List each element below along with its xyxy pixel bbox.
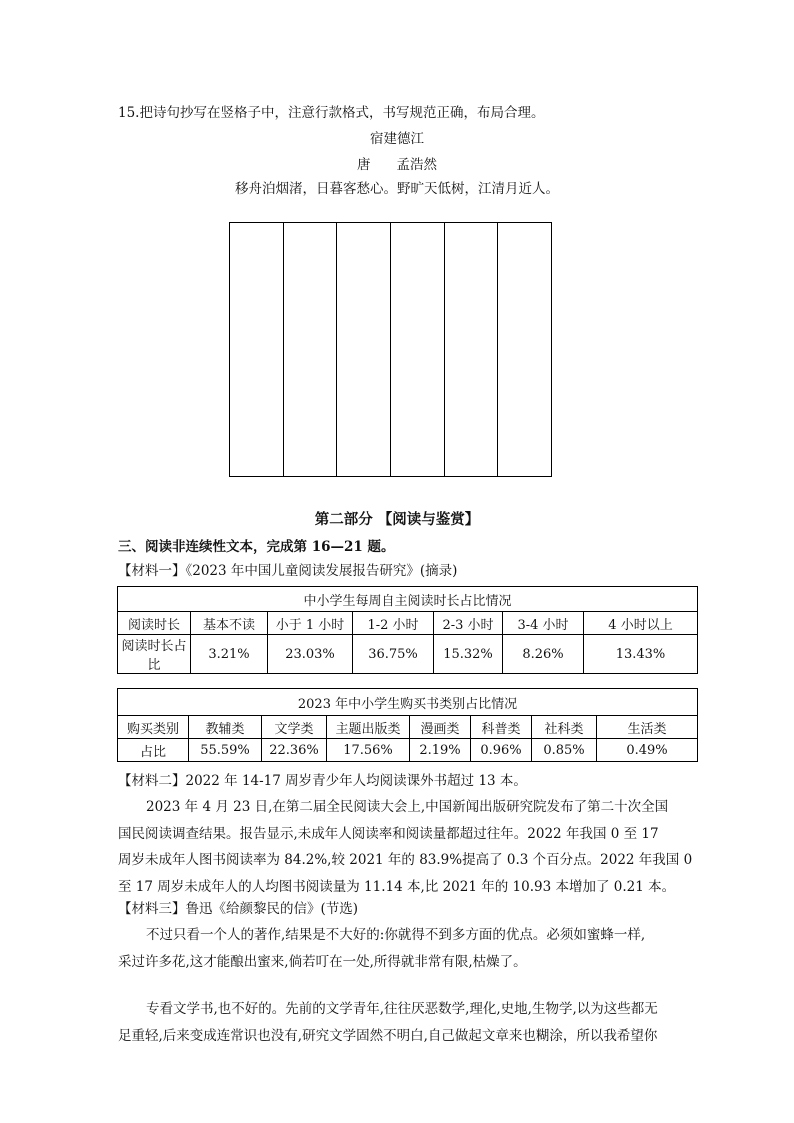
table-header-cell: 1-2 小时 <box>353 612 434 635</box>
table-row <box>118 612 698 635</box>
q15-instruction: 15.把诗句抄写在竖格子中，注意行款格式，书写规范正确，布局合理。 <box>118 105 545 121</box>
poem-byline <box>0 156 794 174</box>
material3-label: 【材料三】鲁迅《给颜黎民的信》(节选) <box>118 901 359 917</box>
part2-heading: 第二部分 【阅读与鉴赏】 <box>314 511 480 528</box>
table-header-cell: 文学类 <box>262 716 327 739</box>
paragraph-line: 足重轻,后来变成连常识也没有,研究文学固然不明白,自己做起文章来也糊涂，所以我希望你 <box>118 1027 658 1044</box>
table-header-cell: 教辅类 <box>189 716 262 739</box>
material3-paragraph-2 <box>118 996 678 1049</box>
table-header-cell: 4 小时以上 <box>584 612 698 635</box>
table-cell: 13.43% <box>584 635 698 674</box>
grid-column <box>336 223 390 476</box>
paragraph-line: 2023 年 4 月 23 日,在第二届全民阅读大会上,中国新闻出版研究院发布了第二十次全国 <box>146 799 669 815</box>
poem-title: 宿建德江 <box>370 131 424 147</box>
table-cell: 36.75% <box>353 635 434 674</box>
table-cell: 15.32% <box>434 635 503 674</box>
table-cell: 0.85% <box>532 739 597 762</box>
grid-column <box>444 223 498 476</box>
grid-column <box>497 223 551 476</box>
material1-label: 【材料一】《2023 年中国儿童阅读发展报告研究》(摘录) <box>118 563 458 579</box>
table-header-cell: 漫画类 <box>410 716 471 739</box>
table-row <box>118 635 698 674</box>
grid-column <box>390 223 444 476</box>
vertical-writing-grid <box>229 222 552 477</box>
table-header-cell: 主题出版类 <box>327 716 410 739</box>
table-cell: 阅读时长占比 <box>118 635 191 674</box>
grid-column <box>283 223 337 476</box>
table-cell: 8.26% <box>503 635 584 674</box>
table-title: 中小学生每周自主阅读时长占比情况 <box>118 587 698 612</box>
table-header-cell: 阅读时长 <box>118 612 191 635</box>
table-header-cell: 社科类 <box>532 716 597 739</box>
table-row <box>118 739 698 762</box>
table-title: 2023 年中小学生购买书类别占比情况 <box>118 689 698 716</box>
table-cell: 3.21% <box>191 635 268 674</box>
table-cell: 55.59% <box>189 739 262 762</box>
material2-label: 【材料二】2022 年 14-17 周岁青少年人均阅读课外书超过 13 本。 <box>118 773 527 789</box>
paragraph-line: 不过只看一个人的著作,结果是不大好的:你就得不到多方面的优点。必须如蜜蜂一样, <box>146 927 646 943</box>
table-cell: 22.36% <box>262 739 327 762</box>
table-row <box>118 716 698 739</box>
poem-text: 移舟泊烟渚，日暮客愁心。野旷天低树，江清月近人。 <box>235 181 559 197</box>
table-header-cell: 生活类 <box>597 716 698 739</box>
paragraph-line: 采过许多花,这才能酿出蜜来,倘若叮在一处,所得就非常有限,枯燥了。 <box>118 953 527 970</box>
section-title: 三、阅读非连续性文本，完成第 16—21 题。 <box>118 539 395 555</box>
paragraph-line: 国民阅读调查结果。报告显示,未成年人阅读率和阅读量都超过往年。2022 年我国 0 至 17 <box>118 825 659 842</box>
table-cell: 0.49% <box>597 739 698 762</box>
material2-paragraph <box>118 794 693 900</box>
table-header-cell: 3-4 小时 <box>503 612 584 635</box>
poem-dynasty: 唐 <box>357 157 371 173</box>
reading-time-table <box>117 586 698 674</box>
table-cell: 17.56% <box>327 739 410 762</box>
paragraph-line: 至 17 周岁未成年人的人均图书阅读量为 11.14 本,比 2021 年的 10.93 本增加了 0.21 本。 <box>118 878 676 895</box>
paragraph-line: 周岁未成年人图书阅读率为 84.2%,较 2021 年的 83.9%提高了 0.3 个百分点。2022 年我国 0 <box>118 852 693 868</box>
poem-author: 孟浩然 <box>396 157 437 173</box>
table-header-cell: 购买类别 <box>118 716 189 739</box>
paragraph-line: 专看文学书,也不好的。先前的文学青年,往往厌恶数学,理化,史地,生物学,以为这些都无 <box>146 1001 658 1017</box>
table-header-cell: 2-3 小时 <box>434 612 503 635</box>
table-header-cell: 科普类 <box>471 716 532 739</box>
table-cell: 23.03% <box>268 635 353 674</box>
material3-paragraph-1 <box>118 922 678 975</box>
book-category-table <box>117 688 698 762</box>
grid-column <box>230 223 283 476</box>
table-cell: 2.19% <box>410 739 471 762</box>
table-cell: 0.96% <box>471 739 532 762</box>
table-cell: 占比 <box>118 739 189 762</box>
table-header-cell: 基本不读 <box>191 612 268 635</box>
table-header-cell: 小于 1 小时 <box>268 612 353 635</box>
